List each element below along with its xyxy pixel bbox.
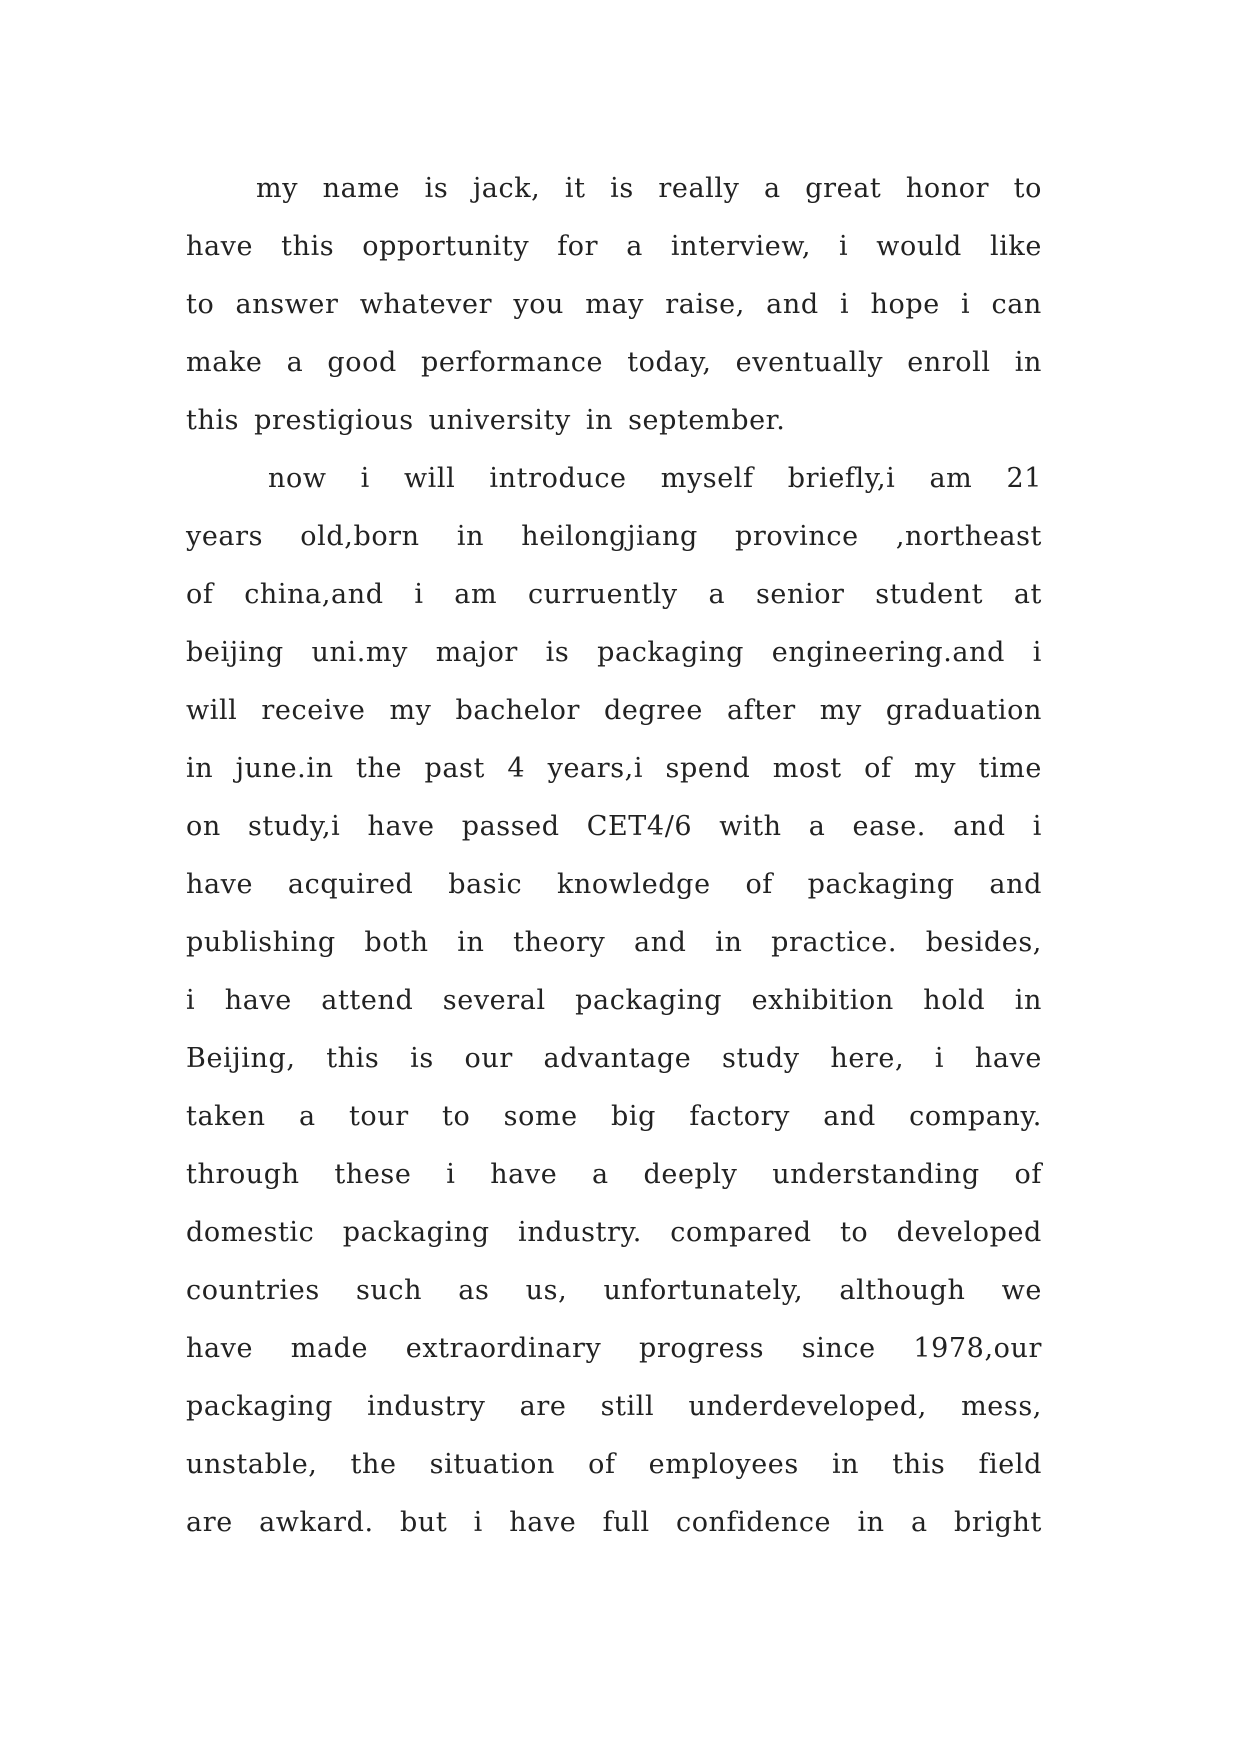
word: to xyxy=(839,1217,869,1248)
word: degree xyxy=(603,695,703,726)
text-line xyxy=(186,218,1042,276)
word: taken xyxy=(186,1101,266,1132)
text-line xyxy=(186,392,1042,450)
word: packaging xyxy=(186,1391,333,1422)
word: i xyxy=(1032,811,1042,842)
word: practice. xyxy=(771,927,898,958)
word: and xyxy=(766,289,819,320)
word: packaging xyxy=(807,869,955,900)
word: enroll xyxy=(907,347,991,378)
word: this xyxy=(281,231,335,262)
word: besides, xyxy=(925,927,1042,958)
word: province xyxy=(735,521,859,552)
word: have xyxy=(186,1333,254,1364)
text-line xyxy=(186,624,1042,682)
word: some xyxy=(503,1101,578,1132)
text-line xyxy=(186,1204,1042,1262)
word: but xyxy=(400,1507,448,1538)
word: have xyxy=(186,869,254,900)
word: full xyxy=(602,1507,650,1538)
word: interview, xyxy=(670,231,812,262)
word: mess, xyxy=(961,1391,1042,1422)
text-line xyxy=(186,740,1042,798)
word: basic xyxy=(448,869,523,900)
word: company. xyxy=(909,1101,1042,1132)
word: a xyxy=(910,1507,928,1538)
word: industry xyxy=(367,1391,486,1422)
word: i xyxy=(414,579,424,610)
word: countries xyxy=(186,1275,320,1306)
word: the xyxy=(356,753,403,784)
word: awkard. xyxy=(259,1507,374,1538)
word: big xyxy=(611,1101,657,1132)
word: years,i xyxy=(547,753,644,784)
word: hope xyxy=(870,289,940,320)
word: bright xyxy=(953,1507,1042,1538)
word: several xyxy=(442,985,546,1016)
word: advantage xyxy=(543,1043,692,1074)
word: we xyxy=(1001,1275,1042,1306)
word: ease. xyxy=(852,811,926,842)
word: performance xyxy=(420,347,604,378)
word: is xyxy=(410,1043,434,1074)
word: with xyxy=(719,811,782,842)
word: have xyxy=(974,1043,1042,1074)
text-line xyxy=(186,798,1042,856)
word: have xyxy=(367,811,435,842)
word: of xyxy=(588,1449,616,1480)
word: am xyxy=(454,579,498,610)
word: years xyxy=(186,521,264,552)
word: would xyxy=(876,231,962,262)
word: packaging xyxy=(597,637,745,668)
text-line xyxy=(186,1262,1042,1320)
word: to xyxy=(1013,173,1042,204)
word: are xyxy=(519,1391,567,1422)
word: here, xyxy=(830,1043,905,1074)
word: CET4/6 xyxy=(586,811,693,842)
word: have xyxy=(224,985,292,1016)
word: developed xyxy=(896,1217,1042,1248)
word: passed xyxy=(461,811,560,842)
word: situation xyxy=(429,1449,556,1480)
word: senior xyxy=(755,579,845,610)
word: are xyxy=(186,1507,233,1538)
word: good xyxy=(327,347,397,378)
word: bachelor xyxy=(455,695,580,726)
word: and xyxy=(823,1101,876,1132)
word: may xyxy=(585,289,645,320)
word: although xyxy=(839,1275,966,1306)
text-line xyxy=(186,682,1042,740)
word: in xyxy=(456,521,485,552)
word: i xyxy=(186,985,196,1016)
word: i xyxy=(1032,637,1042,668)
word: my xyxy=(256,173,299,204)
word: like xyxy=(989,231,1042,262)
word: to xyxy=(442,1101,471,1132)
word: domestic xyxy=(186,1217,315,1248)
word: our xyxy=(464,1043,513,1074)
word: as xyxy=(458,1275,490,1306)
word: a xyxy=(764,173,781,204)
text-line xyxy=(186,1494,1042,1552)
word: i xyxy=(360,463,370,494)
word: study,i xyxy=(247,811,341,842)
word: eventually xyxy=(735,347,884,378)
word: compared xyxy=(670,1217,812,1248)
word: graduation xyxy=(885,695,1042,726)
word: after xyxy=(726,695,796,726)
word: acquired xyxy=(287,869,414,900)
word: i xyxy=(934,1043,945,1074)
word: theory xyxy=(513,927,606,958)
word: a xyxy=(286,347,304,378)
word: university xyxy=(428,405,571,436)
word: in xyxy=(831,1449,860,1480)
text-line xyxy=(186,508,1042,566)
word: still xyxy=(600,1391,655,1422)
word: field xyxy=(978,1449,1042,1480)
word: can xyxy=(991,289,1042,320)
word: understanding xyxy=(772,1159,980,1190)
word: exhibition xyxy=(751,985,894,1016)
word: on xyxy=(186,811,221,842)
word: will xyxy=(403,463,456,494)
text-line xyxy=(186,334,1042,392)
word: of xyxy=(745,869,773,900)
word: past xyxy=(424,753,485,784)
word: september. xyxy=(628,405,786,436)
text-line xyxy=(186,1378,1042,1436)
word: am xyxy=(929,463,973,494)
word: most xyxy=(772,753,842,784)
word: made xyxy=(290,1333,369,1364)
text-line xyxy=(186,1030,1042,1088)
word: hold xyxy=(923,985,986,1016)
word: factory xyxy=(689,1101,790,1132)
word: at xyxy=(1013,579,1042,610)
word: ,northeast xyxy=(895,521,1042,552)
word: deeply xyxy=(643,1159,738,1190)
word: is xyxy=(424,173,449,204)
word: my xyxy=(389,695,432,726)
word: old,born xyxy=(300,521,420,552)
word: have xyxy=(490,1159,558,1190)
word: and xyxy=(953,811,1006,842)
word: my xyxy=(914,753,957,784)
word: june.in xyxy=(235,753,334,784)
text-line xyxy=(186,972,1042,1030)
word: in xyxy=(585,405,614,436)
word: myself xyxy=(660,463,754,494)
word: both xyxy=(364,927,429,958)
word: a xyxy=(298,1101,316,1132)
word: make xyxy=(186,347,263,378)
word: a xyxy=(708,579,726,610)
word: this xyxy=(186,405,240,436)
word: name xyxy=(322,173,401,204)
word: is xyxy=(610,173,634,204)
word: employees xyxy=(648,1449,799,1480)
word: such xyxy=(355,1275,423,1306)
word: beijing xyxy=(186,637,284,668)
word: is xyxy=(545,637,570,668)
word: i xyxy=(839,231,849,262)
word: time xyxy=(978,753,1042,784)
word: in xyxy=(857,1507,885,1538)
word: publishing xyxy=(186,927,336,958)
word: to xyxy=(186,289,215,320)
word: briefly,i xyxy=(787,463,896,494)
word: for xyxy=(557,231,599,262)
text-line xyxy=(186,1088,1042,1146)
word: i xyxy=(961,289,971,320)
word: opportunity xyxy=(362,231,530,262)
word: unstable, xyxy=(186,1449,318,1480)
word: have xyxy=(186,231,254,262)
text-line xyxy=(186,856,1042,914)
word: heilongjiang xyxy=(521,521,698,552)
word: progress xyxy=(638,1333,765,1364)
word: tour xyxy=(348,1101,409,1132)
word: i xyxy=(839,289,850,320)
word: whatever xyxy=(359,289,493,320)
word: Beijing, xyxy=(186,1043,296,1074)
word: extraordinary xyxy=(405,1333,602,1364)
word: 4 xyxy=(507,753,526,784)
word: and xyxy=(989,869,1042,900)
word: a xyxy=(592,1159,609,1190)
word: this xyxy=(326,1043,380,1074)
word: underdeveloped, xyxy=(688,1391,927,1422)
word: of xyxy=(186,579,214,610)
word: student xyxy=(875,579,984,610)
text-line xyxy=(186,1436,1042,1494)
word: of xyxy=(1014,1159,1042,1190)
word: industry. xyxy=(518,1217,642,1248)
word: confidence xyxy=(675,1507,832,1538)
word: in xyxy=(1014,347,1042,378)
word: it xyxy=(564,173,586,204)
word: now xyxy=(268,463,327,494)
word: uni.my xyxy=(311,637,408,668)
word: you xyxy=(513,289,565,320)
text-line xyxy=(186,1146,1042,1204)
word: raise, xyxy=(665,289,745,320)
word: in xyxy=(186,753,214,784)
document-body xyxy=(186,160,1042,1552)
word: honor xyxy=(905,173,990,204)
word: in xyxy=(715,927,743,958)
word: prestigious xyxy=(254,405,414,436)
word: introduce xyxy=(489,463,627,494)
word: these xyxy=(334,1159,412,1190)
text-line xyxy=(186,566,1042,624)
word: this xyxy=(892,1449,946,1480)
text-line xyxy=(186,914,1042,972)
word: since xyxy=(801,1333,876,1364)
text-line xyxy=(186,276,1042,334)
text-line xyxy=(186,1320,1042,1378)
word: attend xyxy=(321,985,414,1016)
word: i xyxy=(473,1507,483,1538)
word: great xyxy=(805,173,882,204)
word: packaging xyxy=(342,1217,490,1248)
word: engineering.and xyxy=(771,637,1005,668)
word: receive xyxy=(261,695,366,726)
word: jack, xyxy=(472,173,541,204)
word: answer xyxy=(235,289,339,320)
word: china,and xyxy=(244,579,384,610)
word: a xyxy=(626,231,643,262)
word: really xyxy=(658,173,740,204)
word: a xyxy=(808,811,826,842)
word: study xyxy=(721,1043,800,1074)
word: packaging xyxy=(575,985,723,1016)
word: us, xyxy=(525,1275,568,1306)
word: today, xyxy=(627,347,712,378)
word: knowledge xyxy=(556,869,711,900)
word: 21 xyxy=(1006,463,1042,494)
text-line xyxy=(186,160,1042,218)
word: of xyxy=(864,753,892,784)
word: i xyxy=(446,1159,456,1190)
word: and xyxy=(634,927,687,958)
word: my xyxy=(819,695,862,726)
word: will xyxy=(186,695,238,726)
word: the xyxy=(350,1449,397,1480)
word: have xyxy=(509,1507,577,1538)
word: through xyxy=(186,1159,300,1190)
word: unfortunately, xyxy=(603,1275,804,1306)
word: major xyxy=(435,637,518,668)
word: spend xyxy=(665,753,751,784)
word: 1978,our xyxy=(913,1333,1042,1364)
word: curruently xyxy=(527,579,678,610)
word: in xyxy=(457,927,485,958)
word: in xyxy=(1014,985,1042,1016)
text-line xyxy=(186,450,1042,508)
